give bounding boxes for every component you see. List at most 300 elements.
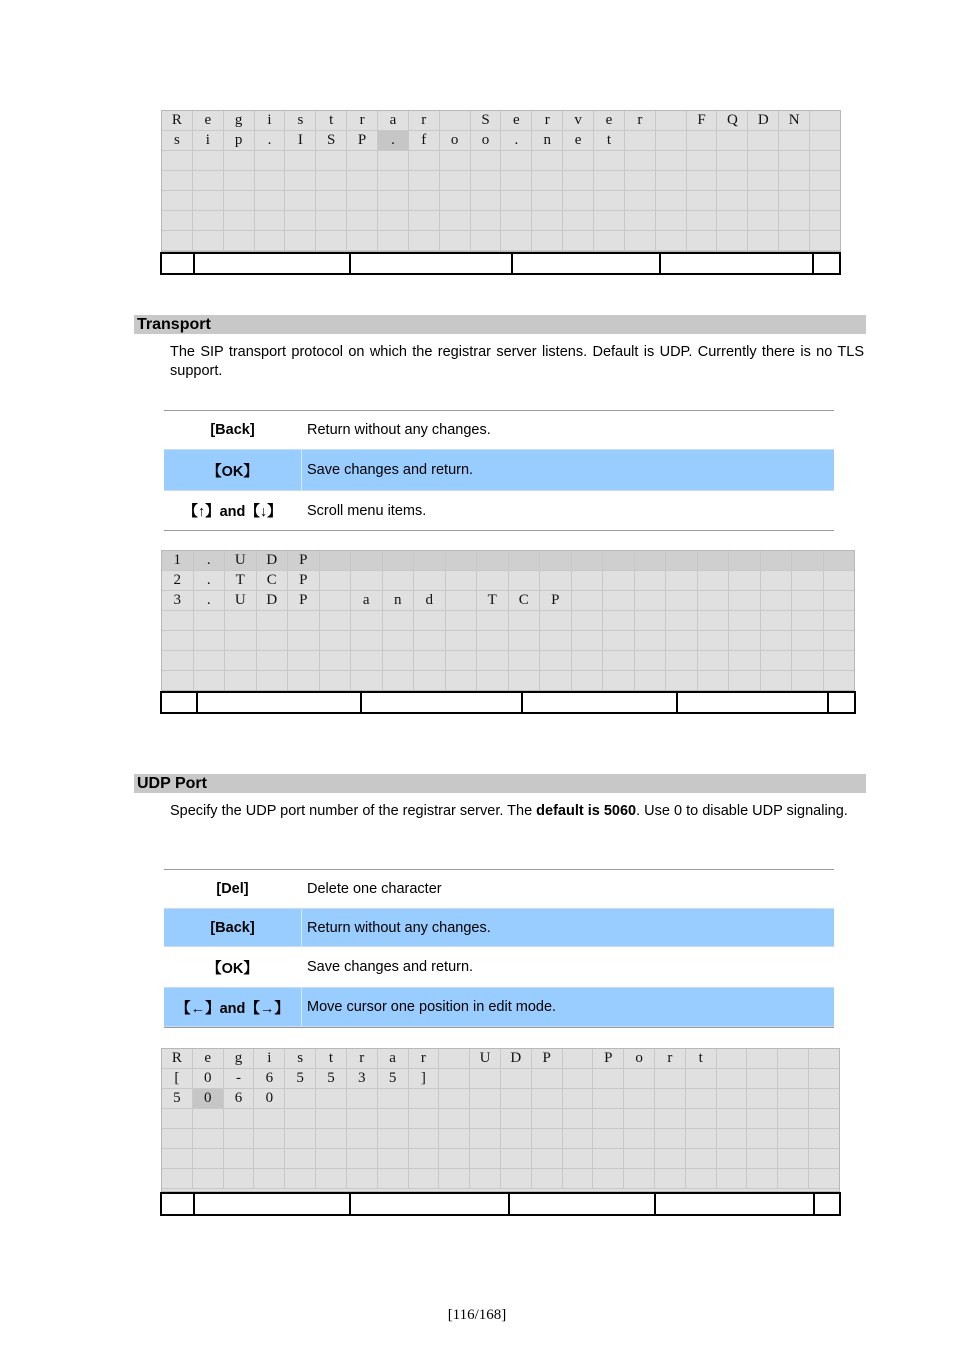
lcd-cell xyxy=(666,671,698,690)
lcd-cell xyxy=(687,171,718,190)
lcd-cell xyxy=(440,231,471,250)
lcd-cell xyxy=(378,1149,409,1168)
lcd-cell: 5 xyxy=(162,1089,193,1108)
lcd-cell xyxy=(193,211,224,230)
lcd-cell: . xyxy=(194,551,226,570)
softkey-slot[interactable] xyxy=(513,254,661,273)
lcd-cell xyxy=(686,1129,717,1148)
key-label: 【↑】and【↓】 xyxy=(164,500,302,521)
lcd-cell xyxy=(792,551,824,570)
lcd-cell xyxy=(655,1149,686,1168)
lcd-cell xyxy=(409,151,440,170)
lcd-cell xyxy=(194,631,226,650)
lcd-cell xyxy=(446,591,478,610)
lcd-cell xyxy=(285,191,316,210)
lcd-cell xyxy=(593,1149,624,1168)
lcd-cell xyxy=(509,611,541,630)
lcd-cell xyxy=(477,571,509,590)
lcd-cell xyxy=(655,1129,686,1148)
lcd-cell xyxy=(320,671,352,690)
lcd-screen-registrar-fqdn xyxy=(161,110,841,252)
lcd-cell xyxy=(778,1069,809,1088)
lcd-cell: C xyxy=(257,571,289,590)
lcd-cell xyxy=(501,211,532,230)
lcd-row xyxy=(162,131,840,151)
softkey-slot[interactable] xyxy=(162,693,198,712)
lcd-cell xyxy=(193,151,224,170)
lcd-cell xyxy=(698,571,730,590)
lcd-cell xyxy=(532,211,563,230)
lcd-cell: o xyxy=(624,1049,655,1068)
lcd-cell xyxy=(572,631,604,650)
lcd-cell: t xyxy=(594,131,625,150)
lcd-cell xyxy=(698,651,730,670)
lcd-cell xyxy=(501,1169,532,1188)
lcd-cell: a xyxy=(378,111,409,130)
lcd-cell xyxy=(563,1069,594,1088)
lcd-cell xyxy=(666,591,698,610)
lcd-cell xyxy=(824,631,855,650)
key-label: 【OK】 xyxy=(164,957,302,978)
key-description: Move cursor one position in edit mode. xyxy=(307,999,557,1015)
lcd-row xyxy=(162,671,854,691)
lcd-cell xyxy=(687,151,718,170)
lcd-cell xyxy=(656,231,687,250)
lcd-cell xyxy=(717,171,748,190)
softkey-slot[interactable] xyxy=(661,254,814,273)
lcd-cell xyxy=(666,631,698,650)
softkey-slot[interactable] xyxy=(829,693,854,712)
lcd-cell xyxy=(656,171,687,190)
lcd-cell xyxy=(717,231,748,250)
lcd-cell: P xyxy=(593,1049,624,1068)
lcd-cell xyxy=(810,231,840,250)
lcd-cell xyxy=(347,1109,378,1128)
lcd-cell xyxy=(572,571,604,590)
transport-key-table xyxy=(164,410,834,531)
lcd-cell xyxy=(563,171,594,190)
lcd-cell: 2 xyxy=(162,571,194,590)
lcd-cell xyxy=(470,1089,501,1108)
lcd-cell xyxy=(593,1169,624,1188)
lcd-cell xyxy=(686,1069,717,1088)
lcd-cell xyxy=(540,671,572,690)
lcd-cell xyxy=(540,651,572,670)
lcd-cell xyxy=(729,551,761,570)
lcd-row xyxy=(162,211,840,231)
lcd-cell: 5 xyxy=(285,1069,316,1088)
lcd-cell: 0 xyxy=(193,1089,224,1108)
lcd-cell: g xyxy=(224,111,255,130)
lcd-cell xyxy=(316,1149,347,1168)
lcd-cell xyxy=(162,651,194,670)
lcd-cell xyxy=(747,1049,778,1068)
lcd-cell xyxy=(729,631,761,650)
lcd-cell xyxy=(501,1129,532,1148)
lcd-cell xyxy=(225,671,257,690)
lcd-cell xyxy=(254,1109,285,1128)
lcd-cell: [ xyxy=(162,1069,193,1088)
lcd-cell xyxy=(563,1149,594,1168)
lcd-cell xyxy=(656,131,687,150)
lcd-cell xyxy=(351,671,383,690)
lcd-cell xyxy=(810,171,840,190)
lcd-cell xyxy=(347,1149,378,1168)
key-row-ok xyxy=(164,947,834,987)
lcd-cell xyxy=(285,171,316,190)
lcd-cell xyxy=(378,1109,409,1128)
lcd-cell xyxy=(409,231,440,250)
lcd-cell xyxy=(686,1109,717,1128)
lcd-cell: g xyxy=(224,1049,255,1068)
lcd-cell xyxy=(162,151,193,170)
lcd-cell xyxy=(320,591,352,610)
lcd-cell xyxy=(729,671,761,690)
key-row-del xyxy=(164,870,834,908)
lcd-cell xyxy=(414,631,446,650)
lcd-cell xyxy=(347,231,378,250)
lcd-cell xyxy=(439,1069,470,1088)
lcd-cell xyxy=(603,551,635,570)
lcd-cell xyxy=(414,611,446,630)
lcd-cell xyxy=(624,1149,655,1168)
lcd-cell xyxy=(347,1169,378,1188)
lcd-cell xyxy=(635,671,667,690)
lcd-cell xyxy=(320,611,352,630)
lcd-cell xyxy=(224,151,255,170)
lcd-cell xyxy=(717,1129,748,1148)
lcd-cell: 5 xyxy=(316,1069,347,1088)
lcd-cell xyxy=(470,1069,501,1088)
lcd-cell xyxy=(809,1149,839,1168)
lcd-cell xyxy=(824,571,855,590)
udp-desc-text: Specify the UDP port number of the registrar server. The xyxy=(170,803,537,819)
softkey-slot[interactable] xyxy=(162,254,195,273)
lcd-cell: n xyxy=(532,131,563,150)
lcd-cell xyxy=(687,231,718,250)
lcd-cell xyxy=(593,1129,624,1148)
lcd-cell xyxy=(686,1169,717,1188)
lcd-cell xyxy=(761,671,793,690)
lcd-cell xyxy=(594,211,625,230)
udp-desc-text: . Use 0 to disable UDP signaling. xyxy=(636,803,848,819)
lcd-cell: T xyxy=(225,571,257,590)
lcd-cell xyxy=(224,1149,255,1168)
lcd-cell xyxy=(285,211,316,230)
lcd-cell xyxy=(563,211,594,230)
lcd-cell xyxy=(347,211,378,230)
lcd-cell: S xyxy=(471,111,502,130)
lcd-cell xyxy=(594,231,625,250)
lcd-cell: U xyxy=(225,551,257,570)
softkey-slot[interactable] xyxy=(656,1194,815,1214)
lcd-cell xyxy=(224,191,255,210)
lcd-cell xyxy=(316,1169,347,1188)
lcd-cell xyxy=(471,211,502,230)
softkey-slot[interactable] xyxy=(510,1194,656,1214)
lcd-cell xyxy=(285,1149,316,1168)
lcd-cell: 6 xyxy=(254,1069,285,1088)
lcd-cell xyxy=(320,551,352,570)
lcd-cell xyxy=(509,631,541,650)
lcd-cell xyxy=(563,231,594,250)
lcd-cell xyxy=(563,1169,594,1188)
lcd-row xyxy=(162,571,854,591)
lcd-cell xyxy=(162,631,194,650)
lcd-row xyxy=(162,111,840,131)
lcd-cell xyxy=(810,191,840,210)
lcd-cell: r xyxy=(655,1049,686,1068)
lcd-cell xyxy=(347,151,378,170)
lcd-cell xyxy=(778,1169,809,1188)
softkey-slot[interactable] xyxy=(362,693,523,712)
softkey-slot[interactable] xyxy=(162,1194,195,1214)
lcd-cell xyxy=(603,651,635,670)
lcd-cell xyxy=(656,191,687,210)
lcd-cell xyxy=(225,631,257,650)
softkey-bar xyxy=(160,691,856,714)
lcd-cell xyxy=(747,1169,778,1188)
lcd-cell xyxy=(625,211,656,230)
lcd-cell xyxy=(257,631,289,650)
lcd-cell xyxy=(761,551,793,570)
lcd-cell xyxy=(624,1129,655,1148)
lcd-cell xyxy=(624,1089,655,1108)
lcd-cell: S xyxy=(316,131,347,150)
lcd-cell: . xyxy=(194,591,226,610)
lcd-cell: . xyxy=(501,131,532,150)
lcd-cell xyxy=(440,151,471,170)
key-row-back xyxy=(164,908,834,947)
lcd-cell xyxy=(509,671,541,690)
lcd-cell: D xyxy=(257,551,289,570)
lcd-cell: 3 xyxy=(347,1069,378,1088)
lcd-cell xyxy=(532,1149,563,1168)
key-row-cursor xyxy=(164,987,834,1027)
lcd-cell xyxy=(824,551,855,570)
lcd-cell xyxy=(316,191,347,210)
lcd-cell xyxy=(383,631,415,650)
lcd-cell xyxy=(572,591,604,610)
lcd-cell: r xyxy=(347,111,378,130)
lcd-cell xyxy=(347,171,378,190)
lcd-cell xyxy=(501,231,532,250)
lcd-cell xyxy=(351,631,383,650)
lcd-cell: r xyxy=(625,111,656,130)
lcd-cell xyxy=(470,1169,501,1188)
softkey-slot[interactable] xyxy=(195,254,351,273)
softkey-slot[interactable] xyxy=(523,693,678,712)
lcd-cell xyxy=(748,191,779,210)
lcd-cell xyxy=(378,1129,409,1148)
key-label: [Back] xyxy=(164,909,302,946)
lcd-cell xyxy=(809,1049,839,1068)
lcd-cell xyxy=(625,191,656,210)
softkey-slot[interactable] xyxy=(814,254,839,273)
softkey-slot[interactable] xyxy=(351,1194,510,1214)
lcd-cell xyxy=(761,631,793,650)
transport-description: The SIP transport protocol on which the registrar server listens. Default is UDP. Currently there is no TLS support. xyxy=(170,344,864,379)
lcd-cell xyxy=(666,551,698,570)
lcd-cell xyxy=(532,171,563,190)
lcd-cell xyxy=(563,1049,594,1068)
lcd-cell xyxy=(625,151,656,170)
lcd-cell xyxy=(686,1089,717,1108)
lcd-cell xyxy=(778,1129,809,1148)
lcd-row xyxy=(162,1129,839,1149)
lcd-cell xyxy=(288,671,320,690)
lcd-cell xyxy=(594,171,625,190)
lcd-cell: R xyxy=(162,1049,193,1068)
lcd-cell xyxy=(288,651,320,670)
lcd-cell xyxy=(347,1089,378,1108)
lcd-cell xyxy=(572,651,604,670)
lcd-cell xyxy=(624,1069,655,1088)
softkey-slot[interactable] xyxy=(678,693,829,712)
lcd-cell xyxy=(477,551,509,570)
lcd-cell xyxy=(446,551,478,570)
lcd-cell xyxy=(439,1149,470,1168)
lcd-cell: 5 xyxy=(378,1069,409,1088)
lcd-cell xyxy=(194,611,226,630)
softkey-slot[interactable] xyxy=(351,254,513,273)
lcd-cell xyxy=(594,191,625,210)
lcd-cell xyxy=(471,151,502,170)
lcd-cell xyxy=(748,231,779,250)
lcd-cell xyxy=(440,211,471,230)
lcd-cell xyxy=(501,151,532,170)
softkey-bar xyxy=(160,252,841,275)
lcd-cell xyxy=(779,211,810,230)
lcd-cell: T xyxy=(477,591,509,610)
lcd-cell xyxy=(603,611,635,630)
lcd-cell xyxy=(409,1109,440,1128)
lcd-cell xyxy=(824,591,855,610)
lcd-cell xyxy=(224,231,255,250)
lcd-row xyxy=(162,551,854,571)
lcd-cell xyxy=(414,651,446,670)
lcd-cell xyxy=(501,1149,532,1168)
lcd-cell xyxy=(572,551,604,570)
lcd-cell xyxy=(698,671,730,690)
lcd-cell: P xyxy=(288,591,320,610)
lcd-cell xyxy=(224,211,255,230)
lcd-cell xyxy=(471,191,502,210)
lcd-screen-udp-port xyxy=(161,1048,840,1192)
lcd-cell xyxy=(747,1069,778,1088)
lcd-cell: P xyxy=(347,131,378,150)
lcd-cell xyxy=(501,1109,532,1128)
lcd-cell: . xyxy=(378,131,409,150)
lcd-cell xyxy=(162,611,194,630)
lcd-cell xyxy=(193,1169,224,1188)
lcd-cell: - xyxy=(224,1069,255,1088)
lcd-cell xyxy=(509,551,541,570)
lcd-cell xyxy=(656,211,687,230)
lcd-cell xyxy=(748,131,779,150)
lcd-cell xyxy=(656,111,687,130)
lcd-cell xyxy=(698,551,730,570)
lcd-cell xyxy=(320,571,352,590)
lcd-cell xyxy=(717,211,748,230)
lcd-cell xyxy=(824,671,855,690)
lcd-cell xyxy=(288,611,320,630)
lcd-cell xyxy=(446,651,478,670)
lcd-row xyxy=(162,591,854,611)
lcd-cell xyxy=(532,1109,563,1128)
lcd-cell xyxy=(162,1169,193,1188)
lcd-cell xyxy=(285,1129,316,1148)
lcd-cell xyxy=(501,1089,532,1108)
lcd-cell xyxy=(761,591,793,610)
lcd-cell: ] xyxy=(409,1069,440,1088)
lcd-cell xyxy=(698,611,730,630)
lcd-cell xyxy=(414,671,446,690)
softkey-slot[interactable] xyxy=(195,1194,351,1214)
lcd-cell xyxy=(316,151,347,170)
lcd-cell xyxy=(162,211,193,230)
lcd-cell: 3 xyxy=(162,591,194,610)
lcd-cell xyxy=(285,1089,316,1108)
lcd-cell: d xyxy=(414,591,446,610)
lcd-cell xyxy=(193,191,224,210)
lcd-cell xyxy=(792,591,824,610)
lcd-cell xyxy=(378,211,409,230)
lcd-cell: t xyxy=(316,111,347,130)
lcd-cell xyxy=(635,611,667,630)
lcd-cell xyxy=(532,1129,563,1148)
lcd-cell xyxy=(532,151,563,170)
lcd-cell xyxy=(470,1149,501,1168)
softkey-slot[interactable] xyxy=(815,1194,839,1214)
lcd-cell: r xyxy=(347,1049,378,1068)
lcd-cell xyxy=(509,571,541,590)
lcd-cell xyxy=(439,1089,470,1108)
lcd-cell xyxy=(501,191,532,210)
lcd-row xyxy=(162,191,840,211)
lcd-cell xyxy=(761,571,793,590)
lcd-cell: f xyxy=(409,131,440,150)
lcd-cell xyxy=(593,1089,624,1108)
lcd-cell: i xyxy=(255,111,286,130)
softkey-slot[interactable] xyxy=(198,693,362,712)
lcd-cell: D xyxy=(257,591,289,610)
key-label: [Back] xyxy=(164,422,302,438)
key-row-ok xyxy=(164,449,834,491)
lcd-cell xyxy=(378,1169,409,1188)
lcd-cell xyxy=(655,1089,686,1108)
lcd-cell xyxy=(792,611,824,630)
lcd-cell xyxy=(440,191,471,210)
lcd-cell xyxy=(409,1169,440,1188)
lcd-cell xyxy=(655,1169,686,1188)
lcd-cell xyxy=(193,1149,224,1168)
lcd-cell xyxy=(193,1109,224,1128)
lcd-cell xyxy=(540,611,572,630)
lcd-cell xyxy=(316,1109,347,1128)
lcd-cell xyxy=(383,671,415,690)
lcd-cell xyxy=(193,1129,224,1148)
key-row-back xyxy=(164,411,834,449)
lcd-cell: e xyxy=(193,111,224,130)
lcd-cell xyxy=(378,151,409,170)
key-label: 【OK】 xyxy=(164,450,302,490)
lcd-cell xyxy=(254,1169,285,1188)
lcd-cell xyxy=(532,1069,563,1088)
lcd-cell xyxy=(439,1169,470,1188)
lcd-row xyxy=(162,171,840,191)
lcd-cell xyxy=(477,611,509,630)
